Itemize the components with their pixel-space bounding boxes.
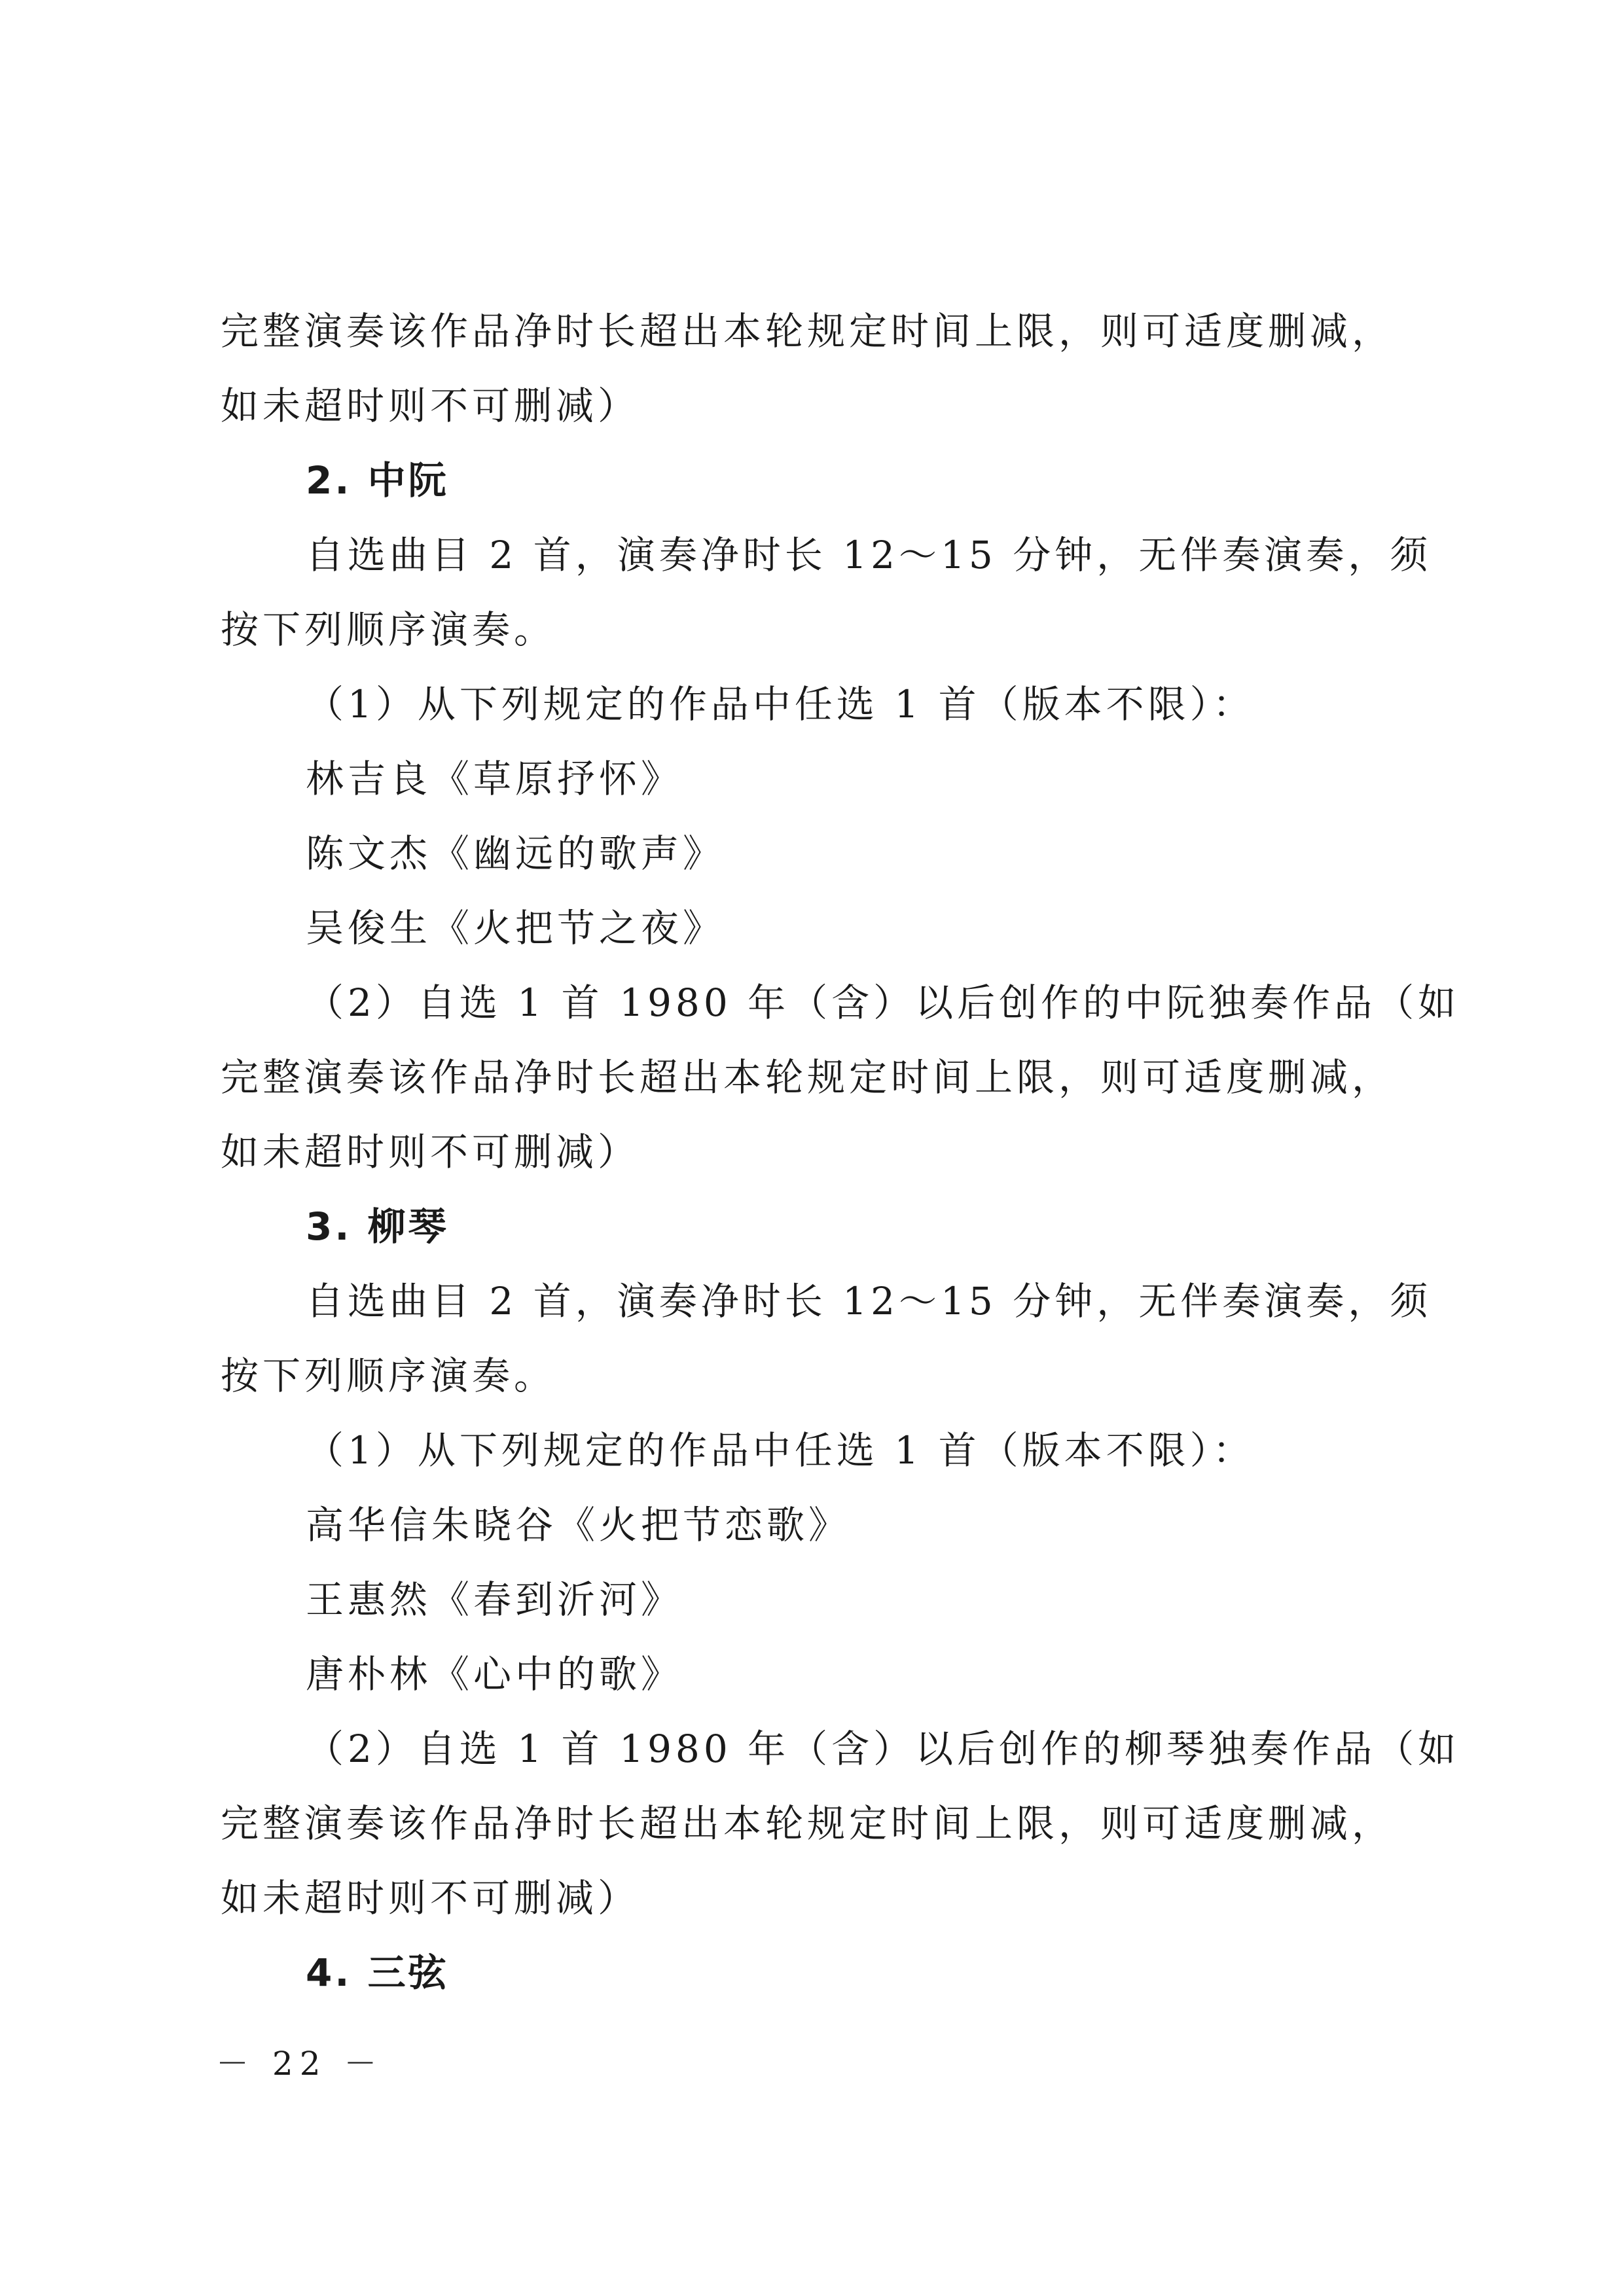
paragraph-line: 按下列顺序演奏。	[221, 1354, 556, 1398]
paragraph-line: 如未超时则不可删减）	[221, 1130, 640, 1174]
paragraph-line: 按下列顺序演奏。	[221, 607, 556, 652]
paragraph-line: 如未超时则不可删减）	[221, 1876, 640, 1920]
paragraph-line: 完整演奏该作品净时长超出本轮规定时间上限，则可适度删减，	[221, 1801, 1394, 1846]
section-heading-liuqin: 3. 柳琴	[306, 1204, 449, 1249]
paragraph-line: 完整演奏该作品净时长超出本轮规定时间上限，则可适度删减，	[221, 309, 1394, 353]
paragraph-line: 自选曲目 2 首，演奏净时长 12～15 分钟，无伴奏演奏，须	[306, 1279, 1432, 1323]
page-number: － 22 －	[216, 2045, 384, 2083]
section-heading-zhongruan: 2. 中阮	[306, 458, 449, 503]
repertoire-item: 吴俊生《火把节之夜》	[306, 906, 725, 950]
paragraph-line: （2）自选 1 首 1980 年（含）以后创作的中阮独奏作品（如	[306, 980, 1460, 1025]
paragraph-line: 完整演奏该作品净时长超出本轮规定时间上限，则可适度删减，	[221, 1055, 1394, 1100]
repertoire-item: 高华信朱晓谷《火把节恋歌》	[306, 1503, 851, 1547]
list-item-heading: （1）从下列规定的作品中任选 1 首（版本不限）：	[306, 682, 1255, 726]
repertoire-item: 唐朴林《心中的歌》	[306, 1652, 683, 1696]
section-heading-sanxian: 4. 三弦	[306, 1950, 449, 1995]
repertoire-item: 王惠然《春到沂河》	[306, 1577, 683, 1622]
paragraph-line: （2）自选 1 首 1980 年（含）以后创作的柳琴独奏作品（如	[306, 1727, 1460, 1771]
list-item-heading: （1）从下列规定的作品中任选 1 首（版本不限）：	[306, 1428, 1255, 1473]
repertoire-item: 陈文杰《幽远的歌声》	[306, 831, 725, 876]
paragraph-line: 自选曲目 2 首，演奏净时长 12～15 分钟，无伴奏演奏，须	[306, 533, 1432, 577]
paragraph-line: 如未超时则不可删减）	[221, 384, 640, 428]
repertoire-item: 林吉良《草原抒怀》	[306, 757, 683, 801]
